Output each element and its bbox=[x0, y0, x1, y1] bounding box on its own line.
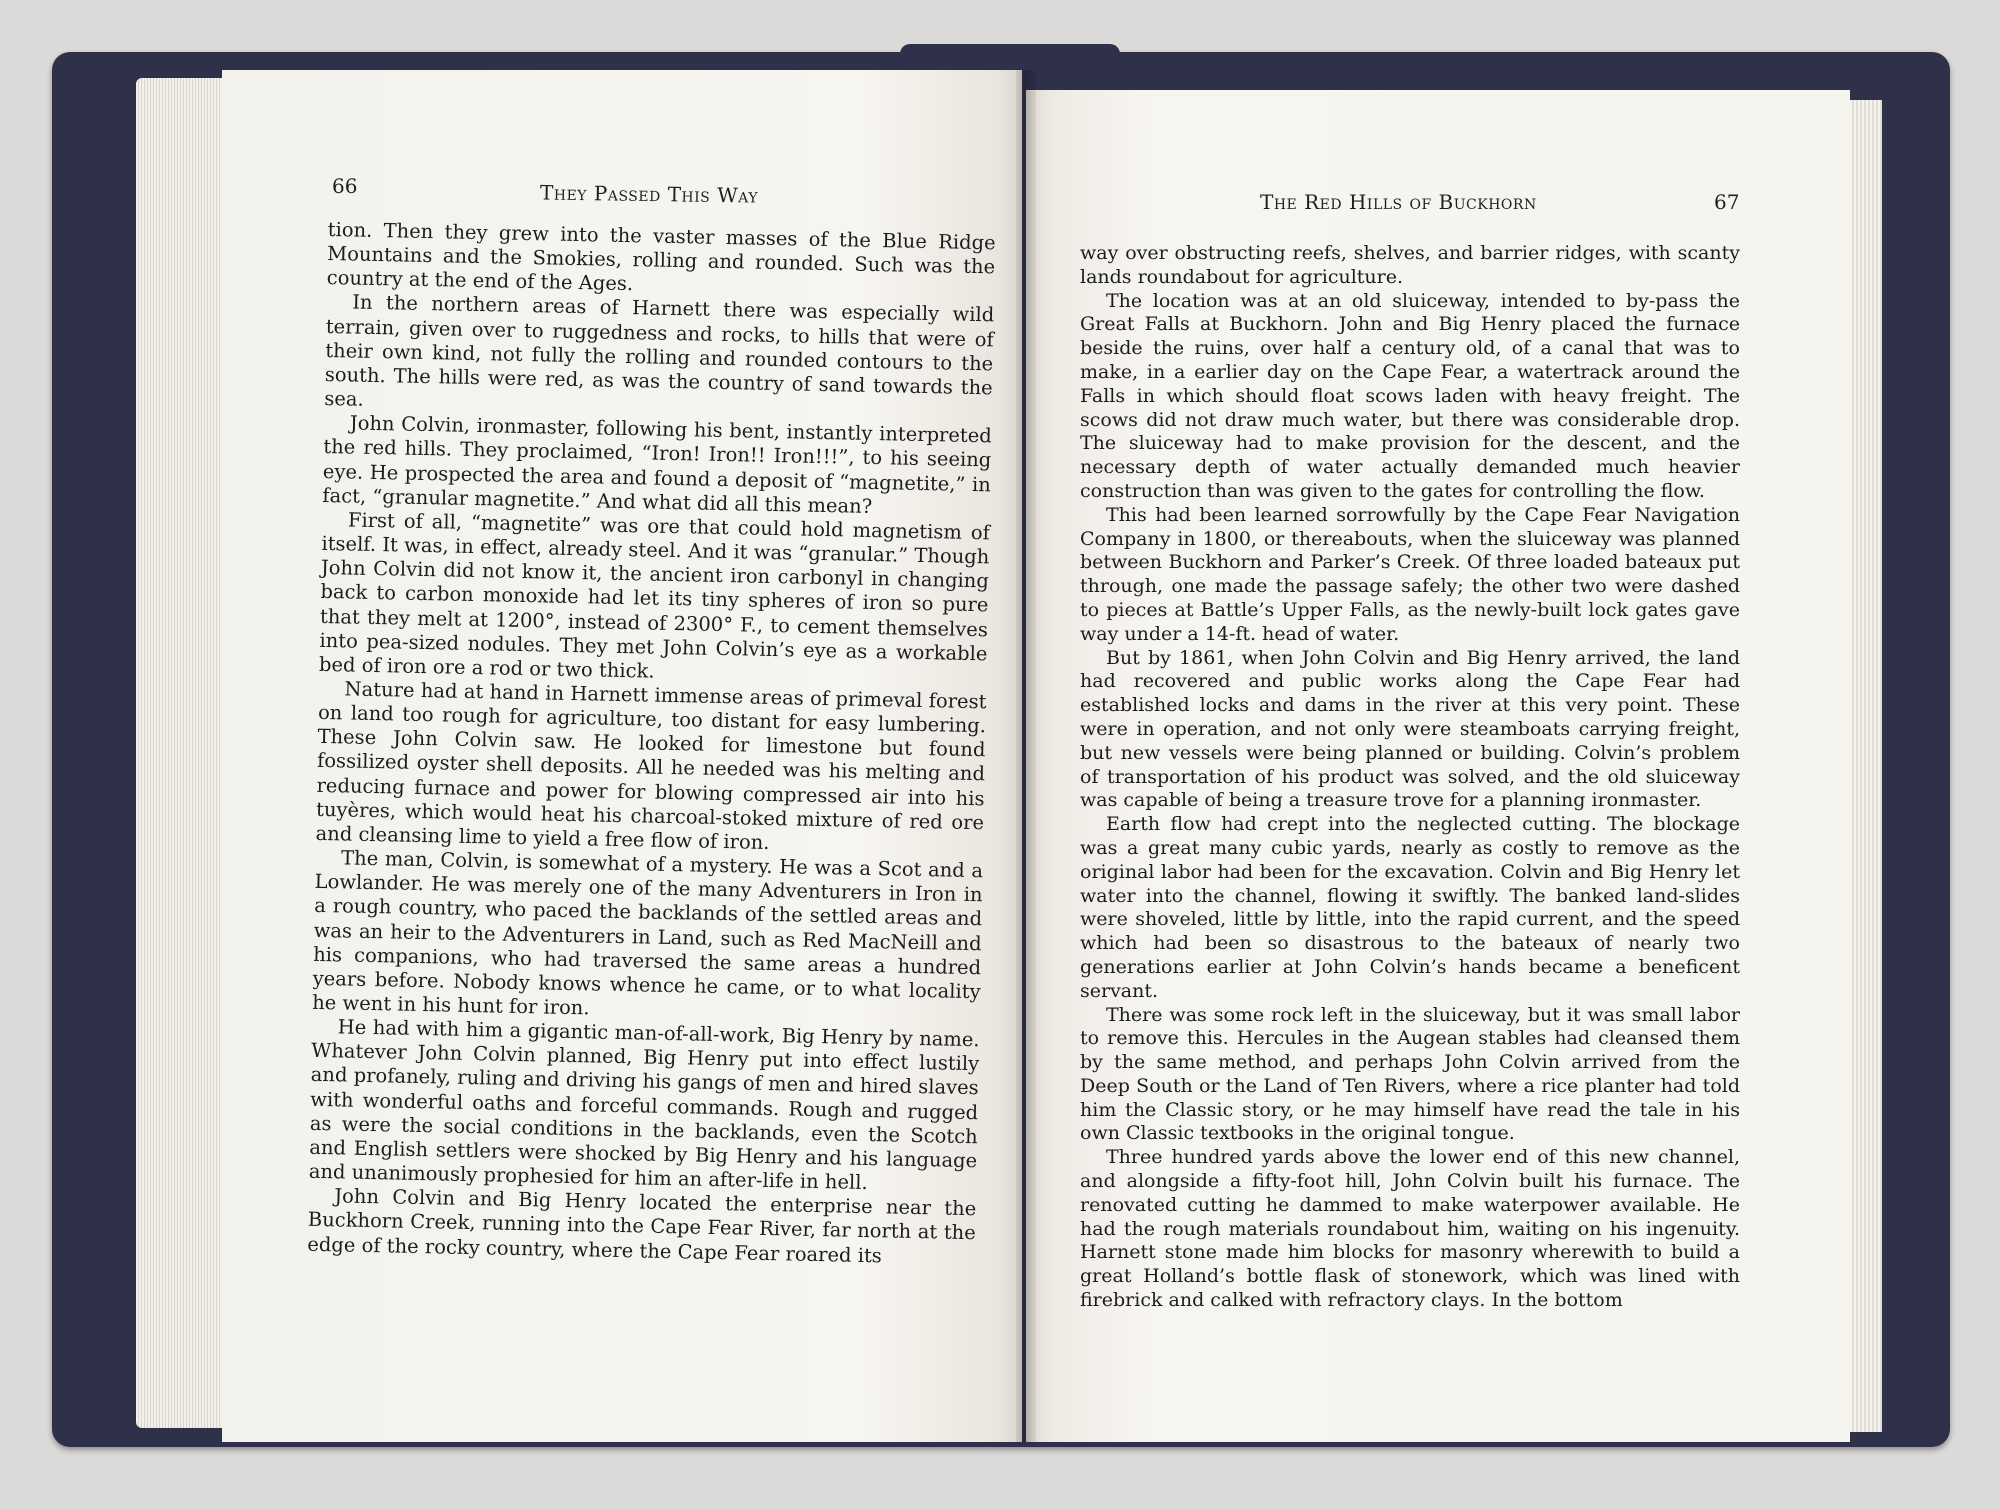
paragraph: He had with him a gigantic man-of-all-work, Big Henry by name. Whatever John Colvin planned, Big Henry put into effect lustily and profanely, ruling and driving his gangs of men and hired slaves with wonderful oaths and forceful commands. Rough and rugged as were the social conditions in the backlands, even the Scotch and English settlers were shocked by Big Henry and his language and unanimously prophesied for him an after-life in hell. bbox=[308, 1015, 980, 1195]
body-text bbox=[1080, 242, 1740, 1313]
left-page bbox=[222, 70, 1022, 1442]
paragraph: John Colvin, ironmaster, following his bent, instantly interpreted the red hills. They proclaimed, “Iron! Iron!! Iron!!!”, to his seeing eye. He prospected the area and found a deposit of “magnetite,” in fact, “granular magnetite.” And what did all this mean? bbox=[322, 411, 992, 518]
running-head: The Red Hills of Buckhorn bbox=[1260, 190, 1537, 214]
paragraph: There was some rock left in the sluiceway, but it was small labor to remove this. Hercules in the Augean stables had cleansed them by the same method, and perhaps John Colvin arrived from the Deep South or the Land of Ten Rivers, where a rice planter had told him the Classic story, or he may himself have read the tale in his own Classic textbooks in the original tongue. bbox=[1080, 1003, 1740, 1145]
paragraph: way over obstructing reefs, shelves, and barrier ridges, with scanty lands roundabout for agriculture. bbox=[1080, 242, 1740, 288]
paragraph: First of all, “magnetite” was ore that could hold magnetism of itself. It was, in effect, already steel. And it was “granular.” Though John Colvin did not know it, the ancient iron carbonyl in changing back to carbon monoxide had let its tiny spheres of iron so pure that they melt at 1200°, instead of 2300° F., to cement themselves into pea-sized nodules. They met John Colvin’s eye as a workable bed of iron ore a rod or two thick. bbox=[318, 508, 991, 683]
paragraph: Earth flow had crept into the neglected cutting. The blockage was a great many cubic yards, nearly as costly to remove as the original labor had been for the excavation. Colvin and Big Henry let water into the channel, flowing it swiftly. The banked land-slides were shoveled, little by little, into the rapid current, and the speed which had been so disastrous to the bateaux of nearly two generations earlier at John Colvin’s hands became a beneficent servant. bbox=[1080, 813, 1740, 1002]
paragraph: John Colvin and Big Henry located the enterprise near the Buckhorn Creek, running into the Cape Fear River, far north at the edge of the rocky country, where the Cape Fear roared its bbox=[307, 1184, 977, 1267]
paragraph: The location was at an old sluiceway, intended to by-pass the Great Falls at Buckhorn. John and Big Henry placed the furnace beside the ruins, over half a century old, of a canal that was to make, in a earlier day on the Cape Fear, a watertrack around the Falls in which should float scows laden with heavy freight. The scows did not draw much water, but there was considerable drop. The sluiceway had to make provision for the descent, and the necessary depth of water actually demanded much heavier construction than was given to the gates for controlling the flow. bbox=[1080, 289, 1740, 502]
paragraph: tion. Then they grew into the vaster masses of the Blue Ridge Mountains and the Smokies, rolling and rounded. Such was the country at the end of the Ages. bbox=[326, 218, 996, 296]
page-number: 67 bbox=[1714, 190, 1740, 214]
running-head: They Passed This Way bbox=[539, 180, 759, 208]
page-number: 66 bbox=[332, 174, 358, 198]
paragraph: But by 1861, when John Colvin and Big Henry arrived, the land had recovered and public works along the Cape Fear had established locks and dams in the river at this very point. These were in operation, and not only were steamboats carrying freight, but new vessels were being planned or building. Colvin’s problem of transportation of his product was solved, and the old sluiceway was capable of being a treasure trove for a planning ironmaster. bbox=[1080, 646, 1740, 812]
paragraph: The man, Colvin, is somewhat of a mystery. He was a Scot and a Lowlander. He was merely one of the many Adventurers in Iron in a rough country, who paced the backlands of the settled areas and was an heir to the Adventurers in Land, such as Red MacNeill and his companions, who had traversed the same areas a hundred years before. Nobody knows whence he came, or to what locality he went in his hunt for iron. bbox=[312, 846, 984, 1020]
body-text bbox=[307, 218, 996, 1270]
paragraph: In the northern areas of Harnett there was especially wild terrain, given over to ruggedness and rocks, to hills that were of their own kind, not fully the rolling and rounded contours to the south. The hills were red, as was the country of sand towards the sea. bbox=[324, 290, 995, 411]
paragraph: This had been learned sorrowfully by the Cape Fear Navigation Company in 1800, or thereabouts, when the sluiceway was planned between Buckhorn and Parker’s Creek. Of three loaded bateaux put through, one made the passage safely; the other two were dashed to pieces at Battle’s Upper Falls, as the newly-built lock gates gave way under a 14-ft. head of water. bbox=[1080, 503, 1740, 645]
right-page bbox=[1026, 90, 1850, 1442]
paragraph: Nature had at hand in Harnett immense areas of primeval forest on land too rough for agriculture, too distant for easy lumbering. These John Colvin saw. He looked for limestone but found fossilized oyster shell deposits. All he needed was his melting and reducing furnace and power for blowing compressed air into his tuyères, which would heat his charcoal-stoked mixture of red ore and cleansing lime to yield a free flow of iron. bbox=[315, 677, 987, 854]
page-edges-left bbox=[136, 78, 226, 1428]
paragraph: Three hundred yards above the lower end of this new channel, and alongside a fifty-foot hill, John Colvin built his furnace. The renovated cutting he dammed to make waterpower available. He had the rough materials roundabout him, waiting on his ingenuity. Harnett stone made him blocks for masonry wherewith to build a great Holland’s bottle flask of stonework, which was lined with firebrick and calked with refractory clays. In the bottom bbox=[1080, 1146, 1740, 1312]
spine-gutter bbox=[1016, 70, 1036, 1442]
